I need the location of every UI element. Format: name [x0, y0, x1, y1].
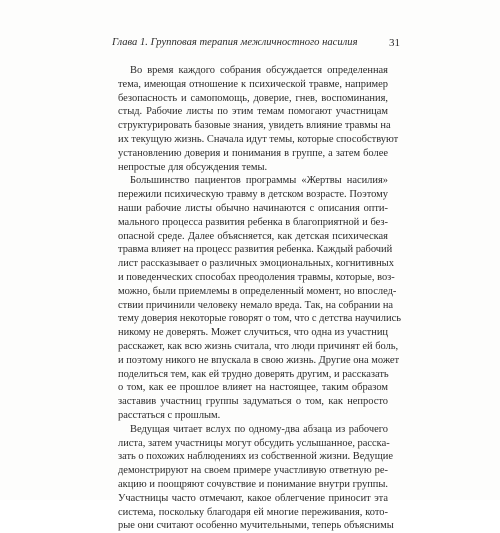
text-line: их текущую жизнь. Сначала идут темы, которые способствуют [118, 133, 399, 145]
text-line: о том, как ее прошлое влияет на настоящее, таким образом [118, 382, 388, 394]
text-line: Во время каждого собрания обсуждается определенная [130, 65, 388, 76]
text-line: мального процесса развития ребенка в благоприятной и без- [118, 216, 388, 228]
chapter-title: Глава 1. Групповая терапия межличностного насилия [112, 37, 358, 48]
text-line: заставив участниц группы задуматься о том, как непросто [118, 396, 388, 408]
text-line: рые они считают особенно мучительными, теперь объяснимы [118, 520, 394, 532]
text-line: зать о похожих наблюдениях из собственной жизни. Ведущие [118, 451, 393, 463]
text-line: поделиться тем, как ей трудно доверять другим, и рассказать [118, 368, 389, 380]
paragraph [118, 64, 399, 174]
text-line: ствии причинили человеку немало вреда. Так, на собрании на [118, 299, 394, 311]
text-line: никому не доверять. Может случиться, что одна из участниц [118, 327, 388, 339]
text-line: лист рассказывает о различных эмоциональных, когнитивных [118, 258, 394, 270]
text-line: расстаться с прошлым. [118, 409, 221, 421]
text-line: и поведенческих способах преодоления травмы, которые, воз- [118, 271, 395, 283]
text-line: травма влияет на процесс развития ребенка. Каждый рабочий [118, 244, 393, 256]
text-line: непростые для обсуждения темы. [118, 161, 268, 173]
text-line: тема, имеющая отношение к психической травме, например [118, 78, 388, 90]
paragraph [118, 174, 401, 422]
text-line: система, поскольку благодаря ей многие переживания, кото- [118, 506, 388, 518]
paragraph [118, 423, 394, 533]
text-line: листа, затем участницы могут обсудить услышанное, расска- [118, 437, 390, 449]
text-line: безопасность и самопомощь, доверие, гнев, воспоминания, [118, 92, 388, 104]
running-head [100, 34, 400, 52]
text-line: и поэтому никого не впускала в свою жизнь. Другие она может [118, 354, 400, 366]
body-text [118, 64, 401, 533]
text-line: Ведущая читает вслух по одному-два абзаца из рабочего [130, 423, 388, 435]
text-line: можно, были приемлемы в определенный момент, но впослед- [118, 285, 397, 297]
text-line: наши рабочие листы обычно начинаются с описания опти- [118, 202, 388, 214]
text-line: стыд. Рабочие листы по этим темам помогают участницам [118, 106, 388, 118]
text-line: Большинство пациентов программы «Жертвы насилия» [130, 175, 388, 187]
text-line: пережили психическую травму в детском возрасте. Поэтому [118, 189, 388, 201]
text-line: демонстрируют на своем примере участливую ответную ре- [118, 465, 388, 477]
text-line: опасной среде. Далее объясняется, как детская психическая [118, 230, 388, 242]
text-line: установлению доверия и понимания в группе, а затем более [118, 147, 388, 159]
text-line: Участницы часто отмечают, какое облегчение приносит эта [118, 492, 388, 504]
text-line: акцию и поощряют сочувствие и понимание внутри группы. [118, 478, 388, 490]
text-line: тему доверия некоторые говорят о том, что с детства научились [118, 313, 401, 325]
page-number: 31 [389, 37, 400, 49]
text-line: структурировать базовые знания, увидеть влияние травмы на [118, 120, 391, 132]
text-line: расскажет, как всю жизнь считала, что люди причинят ей боль, [118, 340, 399, 352]
